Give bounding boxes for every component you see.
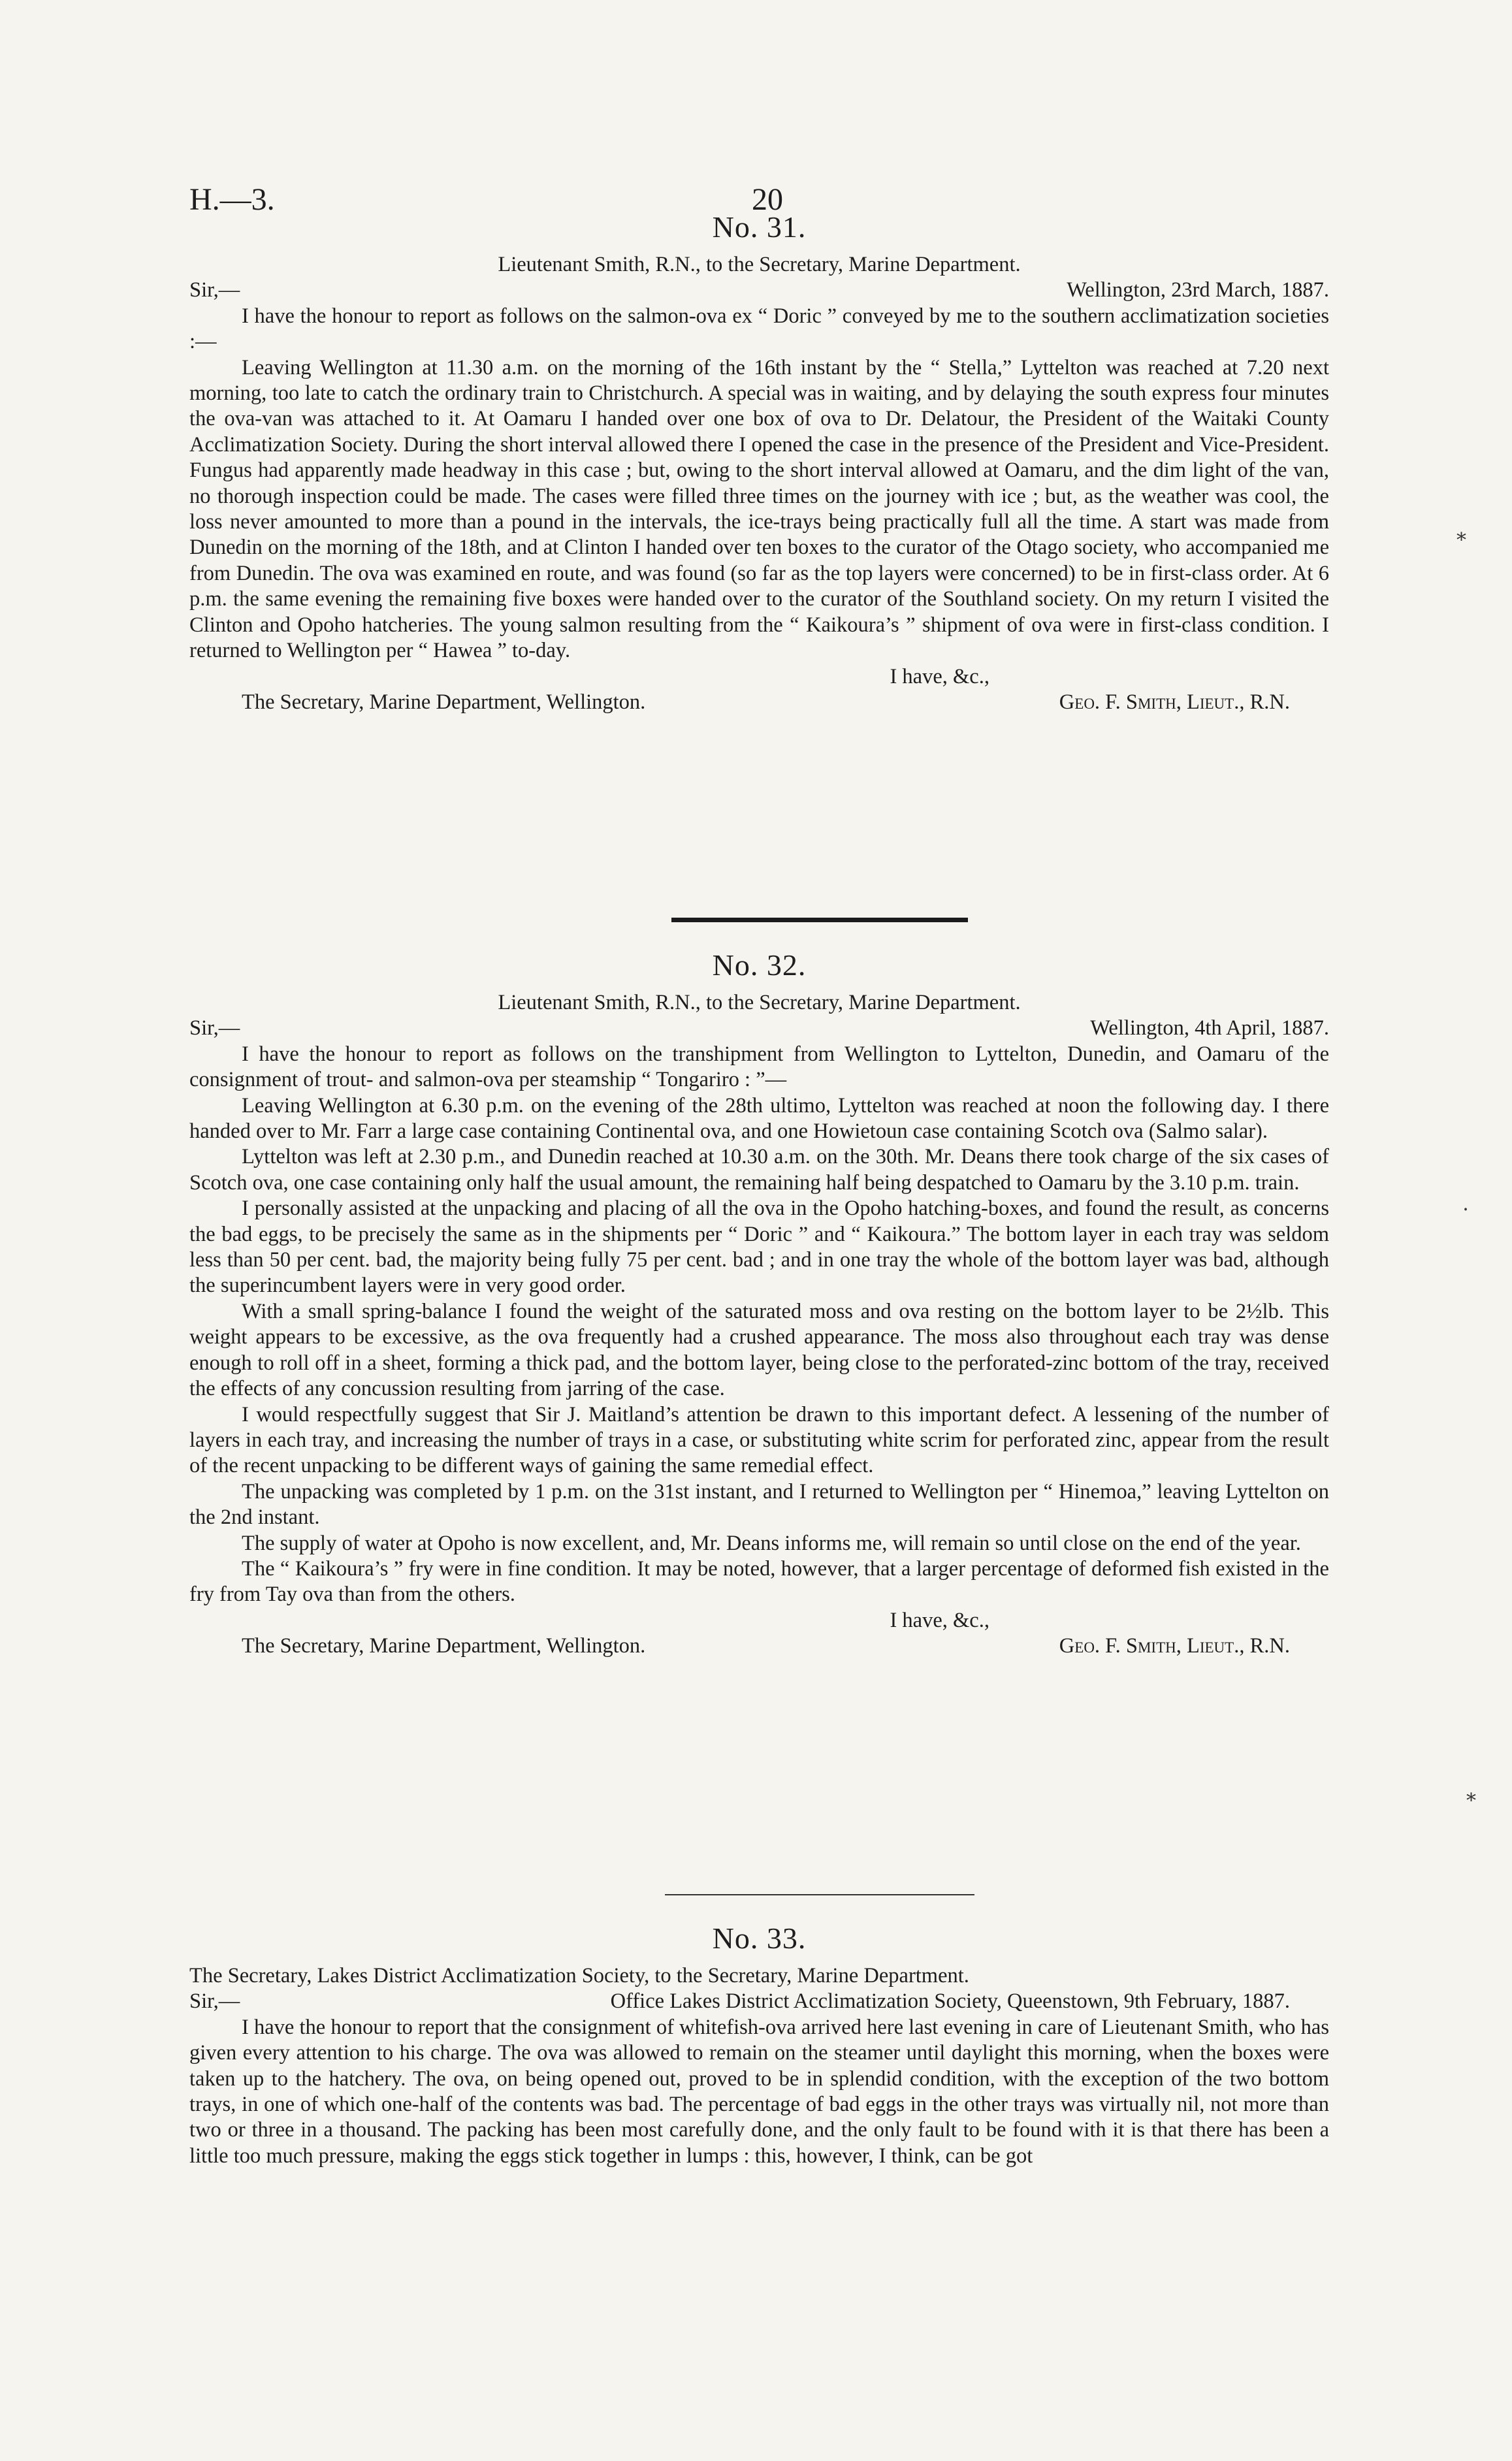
section-rule: [665, 1894, 974, 1895]
paragraph: The unpacking was completed by 1 p.m. on the 31st instant, and I returned to Wellington per “ Hinemoa,” leaving Lyttelton on the 2nd instant.: [189, 1479, 1329, 1530]
closing: I have, &c.,: [890, 1608, 989, 1632]
salutation-line: [189, 1016, 1329, 1041]
paragraph: I personally assisted at the unpacking and placing of all the ova in the Opoho hatching-boxes, and found the result, as concerns the bad eggs, to be precisely the same as in the shipments per “ Doric ” and “ Kaikoura.” The bottom layer in each tray was seldom less than 50 per cent. bad, the majority being fully 75 per cent. bad ; and in one tray the whole of the bottom layer was bad, although the superincumbent layers were in very good order.: [189, 1197, 1329, 1298]
paragraph: I have the honour to report that the consignment of whitefish-ova arrived here last evening in care of Lieutenant Smith, who has given every attention to his charge. The ova was allowed to remain on the steamer until daylight this morning, when the boxes were taken up to the hatchery. The ova, on being opened out, proved to be in splendid condition, with the exception of the two bottom trays, in one of which one-half of the contents was bad. The percentage of bad eggs in the other trays was virtually nil, not more than two or three in a thousand. The packing has been most carefully done, and the only fault to be found with it is that there has been a little too much pressure, making the eggs stick together in lumps : this, however, I think, can be got: [189, 2015, 1329, 2168]
section-rule: [671, 918, 968, 922]
signature: Geo. F. Smith, Lieut., R.N.: [1059, 1634, 1290, 1658]
addressee: The Secretary, Marine Department, Wellington.: [242, 690, 646, 714]
paragraph: Leaving Wellington at 11.30 a.m. on the morning of the 16th instant by the “ Stella,” Lyttelton was reached at 7.20 next morning, too late to catch the ordinary train to Christchurch. A special was in waiting, and by delaying the south express four minutes the ova-van was attached to it. At Oamaru I handed over one box of ova to Dr. Delatour, the President of the Waitaki County Acclimatization Society. During the short interval allowed there I opened the case in the presence of the President and Vice-President. Fungus had apparently made headway in this case ; but, owing to the short interval allowed at Oamaru, and the dim light of the van, no thorough inspection could be made. The cases were filled three times on the journey with ice ; but, as the weather was cool, the loss never amounted to more than a pound in the intervals, the ice-trays being practically full all the time. A start was made from Dunedin on the morning of the 18th, and at Clinton I handed over ten boxes to the curator of the Otago society, who accompanied me from Dunedin. The ova was examined en route, and was found (so far as the top layers were concerned) to be in first-class order. At 6 p.m. the same evening the remaining five boxes were handed over to the curator of the Southland society. On my return I visited the Clinton and Opoho hatcheries. The young salmon resulting from the “ Kaikoura’s ” shipment of ova were in first-class condition. I returned to Wellington per “ Hawea ” to-day.: [189, 355, 1329, 663]
letter-31: [189, 209, 1329, 715]
letter-33: [189, 1920, 1329, 2169]
letter-number: No. 33.: [712, 1922, 807, 1955]
paragraph: I have the honour to report as follows on the transhipment from Wellington to Lyttelton, Dunedin, and Oamaru of the consignment of trout- and salmon-ova per steamship “ Tongariro : ”—: [189, 1042, 1329, 1092]
letter-from: Lieutenant Smith, R.N., to the Secretary, Marine Department.: [498, 991, 1021, 1014]
letter-32: [189, 947, 1329, 1660]
place-date: Wellington, 4th April, 1887.: [1090, 1016, 1329, 1040]
salutation-line: [189, 278, 1329, 303]
paragraph: I would respectfully suggest that Sir J. Maitland’s attention be drawn to this important defect. A lessening of the number of layers in each tray, and increasing the number of trays in a case, or substituting white scrim for perforated zinc, appear from the result of the recent unpacking to be different ways of gaining the same remedial effect.: [189, 1402, 1329, 1478]
letter-number: No. 32.: [712, 948, 807, 982]
margin-mark: ⁎: [1466, 1784, 1476, 1805]
addressee: The Secretary, Marine Department, Wellington.: [242, 1634, 646, 1658]
paragraph: The “ Kaikoura’s ” fry were in fine condition. It may be noted, however, that a larger percentage of deformed fish existed in the fry from Tay ova than from the others.: [189, 1556, 1329, 1607]
paragraph: I have the honour to report as follows on the salmon-ova ex “ Doric ” conveyed by me to the southern acclimatization societies :—: [189, 304, 1329, 354]
signature-line: [189, 1633, 1329, 1659]
place-date: Office Lakes District Acclimatization Society, Queenstown, 9th February, 1887.: [610, 1989, 1290, 2014]
margin-mark: ⸱: [1463, 1199, 1469, 1221]
paragraph: The supply of water at Opoho is now excellent, and, Mr. Deans informs me, will remain so until close on the end of the year.: [242, 1531, 1301, 1555]
signature: Geo. F. Smith, Lieut., R.N.: [1059, 690, 1290, 714]
margin-mark: ⁎: [1456, 523, 1466, 545]
page-number: 20: [752, 182, 783, 217]
salutation: Sir,—: [189, 1016, 240, 1040]
signature-line: [189, 690, 1329, 715]
paragraph: Leaving Wellington at 6.30 p.m. on the evening of the 28th ultimo, Lyttelton was reached at noon the following day. I there handed over to Mr. Farr a large case containing Continental ova, and one Howietoun case containing Scotch ova (Salmo salar).: [189, 1093, 1329, 1144]
salutation-line: [189, 1989, 1329, 2014]
page-header-left: H.—3.: [189, 182, 275, 217]
letter-from: The Secretary, Lakes District Acclimatization Society, to the Secretary, Marine Department.: [189, 1964, 969, 1987]
paragraph: Lyttelton was left at 2.30 p.m., and Dunedin reached at 10.30 a.m. on the 30th. Mr. Deans there took charge of the six cases of Scotch ova, one case containing only half the usual amount, the remaining half being despatched to Oamaru by the 3.10 p.m. train.: [189, 1145, 1329, 1195]
closing: I have, &c.,: [890, 664, 989, 688]
letter-number: No. 31.: [712, 210, 807, 244]
salutation: Sir,—: [189, 1989, 240, 2014]
place-date: Wellington, 23rd March, 1887.: [1067, 278, 1329, 302]
salutation: Sir,—: [189, 278, 240, 302]
paragraph: With a small spring-balance I found the weight of the saturated moss and ova resting on the bottom layer to be 2½lb. This weight appears to be excessive, as the ova frequently had a crushed appearance. The moss also throughout each tray was dense enough to roll off in a sheet, forming a thick pad, and the bottom layer, being close to the perforated-zinc bottom of the tray, received the effects of any concussion resulting from jarring of the case.: [189, 1299, 1329, 1401]
letter-from: Lieutenant Smith, R.N., to the Secretary, Marine Department.: [498, 253, 1021, 276]
